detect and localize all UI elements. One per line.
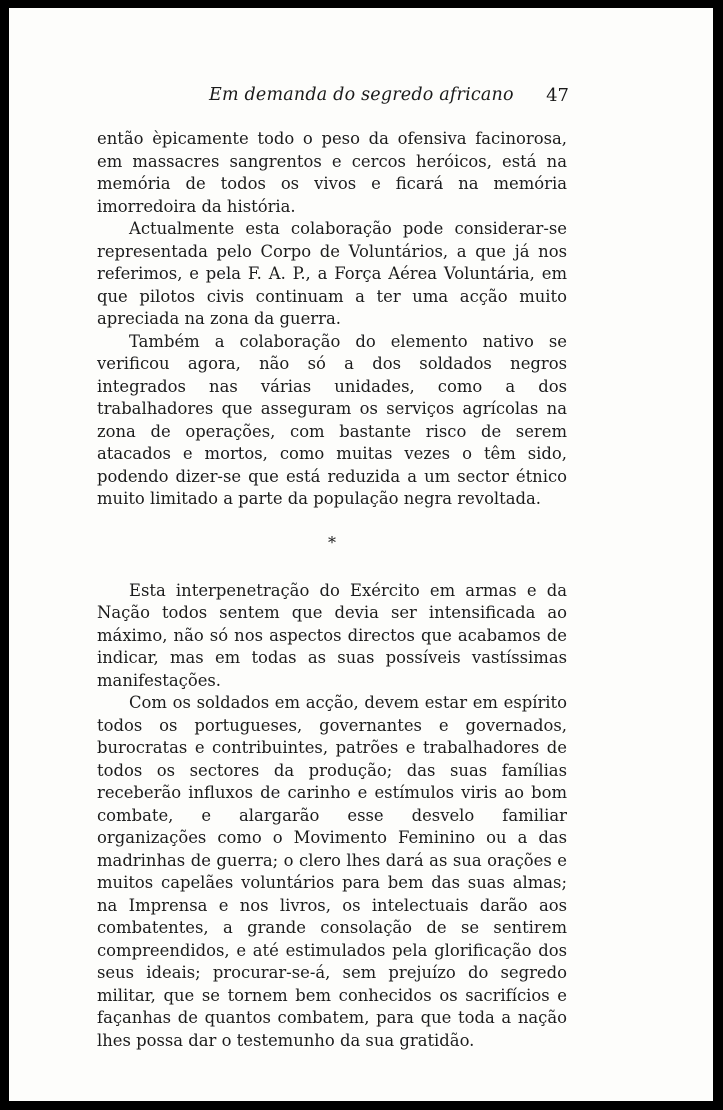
paragraph: então èpicamente todo o peso da ofensiva facinorosa, em massacres sangrentos e cercos heróicos, está na memória de todos os vivos e ficará na memória imorredoira da história. bbox=[97, 129, 567, 216]
paragraph: Também a colaboração do elemento nativo se verificou agora, não só a dos soldados negros integrados nas várias unidades, como a dos trabalhadores que asseguram os serviços agrícolas na zona de operações, com bastante risco de serem atacados e mortos, como muitas vezes o têm sido, podendo dizer-se que está reduzida a um sector étnico muito limitado a parte da população negra revoltada. bbox=[97, 331, 567, 508]
book-page bbox=[9, 8, 713, 1101]
paragraph: Esta interpenetração do Exército em armas e da Nação todos sentem que devia ser intensificada ao máximo, não só nos aspectos directos que acabamos de indicar, mas em todas as suas possíveis vastíssimas manifestações. bbox=[97, 580, 567, 690]
page-header bbox=[209, 85, 569, 113]
section-separator: * bbox=[328, 532, 336, 552]
section-two bbox=[97, 580, 567, 1053]
paragraph: Com os soldados em acção, devem estar em espírito todos os portugueses, governantes e governados, burocratas e contribuintes, patrões e trabalhadores de todos os sectores da produção; das suas famílias receberão influxos de carinho e estímulos viris ao bom combate, e alargarão esse desvelo familiar organizações como o Movimento Feminino ou a das madrinhas de guerra; o clero lhes dará as sua orações e muitos capelães voluntários para bem das suas almas; na Imprensa e nos livros, os intelectuais darão aos combatentes, a grande consolação de se sentirem compreendidos, e até estimulados pela glorificação dos seus ideais; procurar-se-á, sem prejuízo do segredo militar, que se tornem bem conhecidos os sacrifícios e façanhas de quantos combatem, para que toda a nação lhes possa dar o testemunho da sua gratidão. bbox=[97, 693, 567, 1050]
running-title: Em demanda do segredo africano bbox=[209, 85, 514, 105]
body-text bbox=[97, 128, 567, 1052]
paragraph: Actualmente esta colaboração pode considerar-se representada pelo Corpo de Voluntários, a que já nos referimos, e pela F. A. P., a Força Aérea Voluntária, em que pilotos civis continuam a ter uma acção muito apreciada na zona da guerra. bbox=[97, 219, 567, 328]
page-number: 47 bbox=[546, 85, 569, 106]
